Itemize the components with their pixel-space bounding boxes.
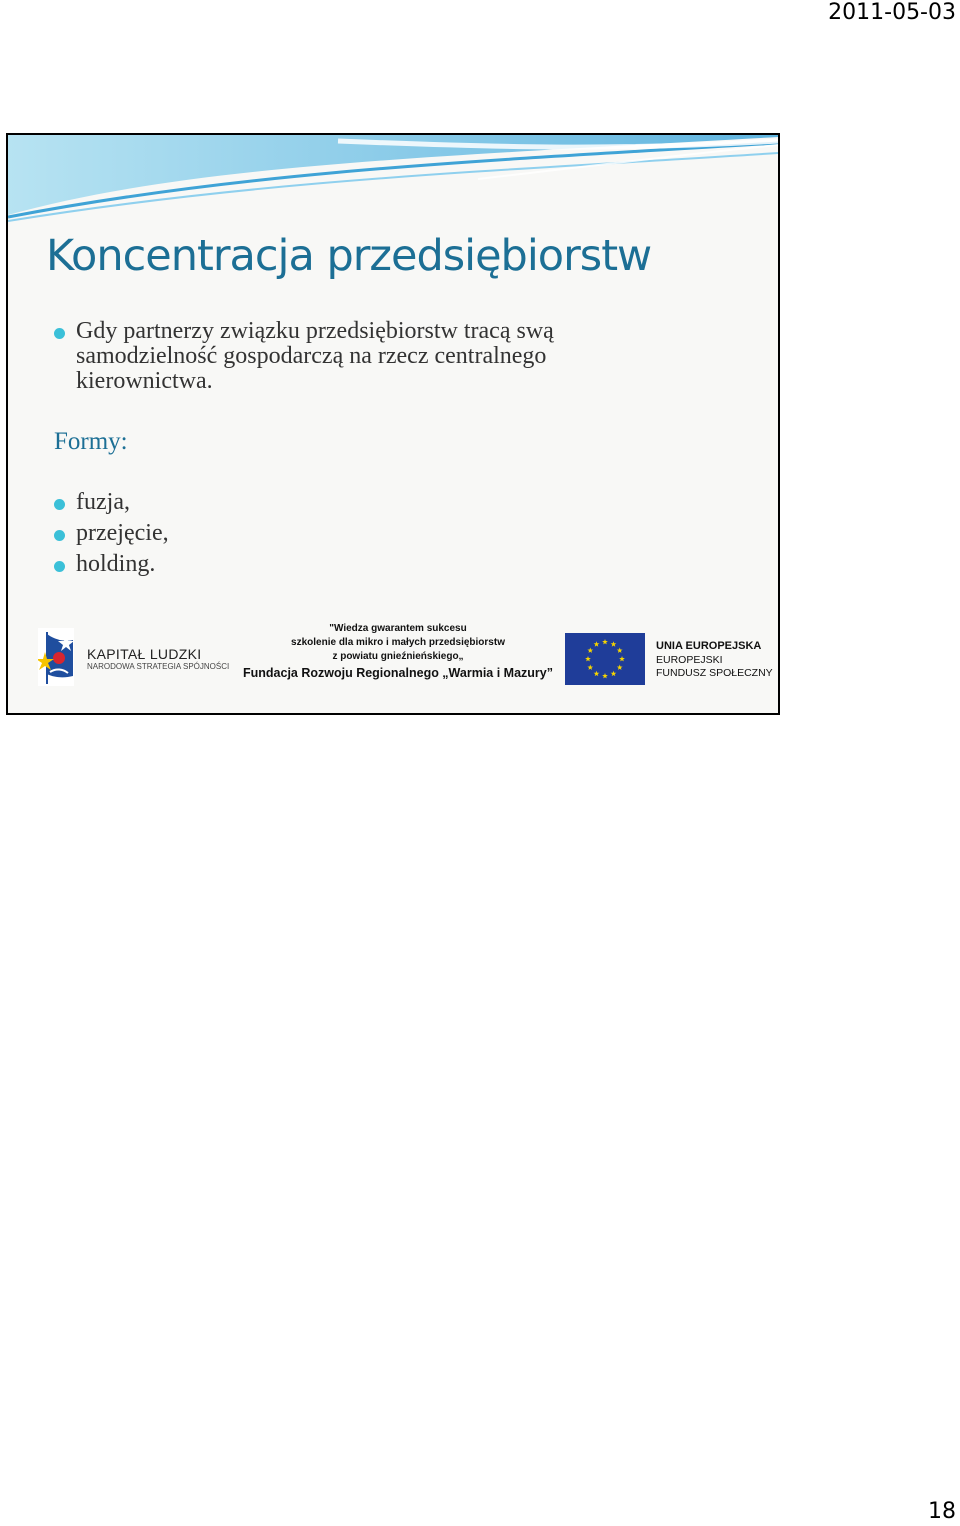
slide-title: Koncentracja przedsiębiorstw <box>46 231 652 281</box>
organization-name: Fundacja Rozwoju Regionalnego „Warmia i Mazury” <box>243 666 553 680</box>
slide-footer <box>8 620 778 690</box>
page-number: 18 <box>928 1499 956 1524</box>
form-item: przejęcie, <box>54 518 169 549</box>
eu-fund-line: FUNDUSZ SPOŁECZNY <box>656 667 773 679</box>
forms-subheading: Formy: <box>54 428 128 455</box>
project-info <box>226 622 570 681</box>
project-line: "Wiedza gwarantem sukcesu <box>329 623 467 634</box>
project-line: szkolenie dla mikro i małych przedsiębiorstw <box>291 637 505 648</box>
slide <box>6 133 780 715</box>
form-item: holding. <box>54 549 169 580</box>
kapital-ludzki-title: KAPITAŁ LUDZKI <box>87 646 202 662</box>
kapital-ludzki-subtitle: NARODOWA STRATEGIA SPÓJNOŚCI <box>87 662 230 671</box>
bullet-item: Gdy partnerzy związku przedsiębiorstw tracą swą samodzielność gospodarczą na rzecz centralnego kierownictwa. <box>54 319 654 394</box>
kapital-ludzki-logo-icon <box>38 628 74 686</box>
slide-header-wave <box>8 135 778 225</box>
eu-fund-line: EUROPEJSKI <box>656 654 723 666</box>
eu-flag-icon <box>565 633 645 685</box>
main-bullet-list <box>54 319 654 394</box>
project-line: z powiatu gnieźnieńskiego„ <box>332 651 464 662</box>
form-item: fuzja, <box>54 487 169 518</box>
forms-bullet-list <box>54 487 169 580</box>
page-date: 2011-05-03 <box>828 0 956 25</box>
eu-title: UNIA EUROPEJSKA <box>656 640 762 652</box>
